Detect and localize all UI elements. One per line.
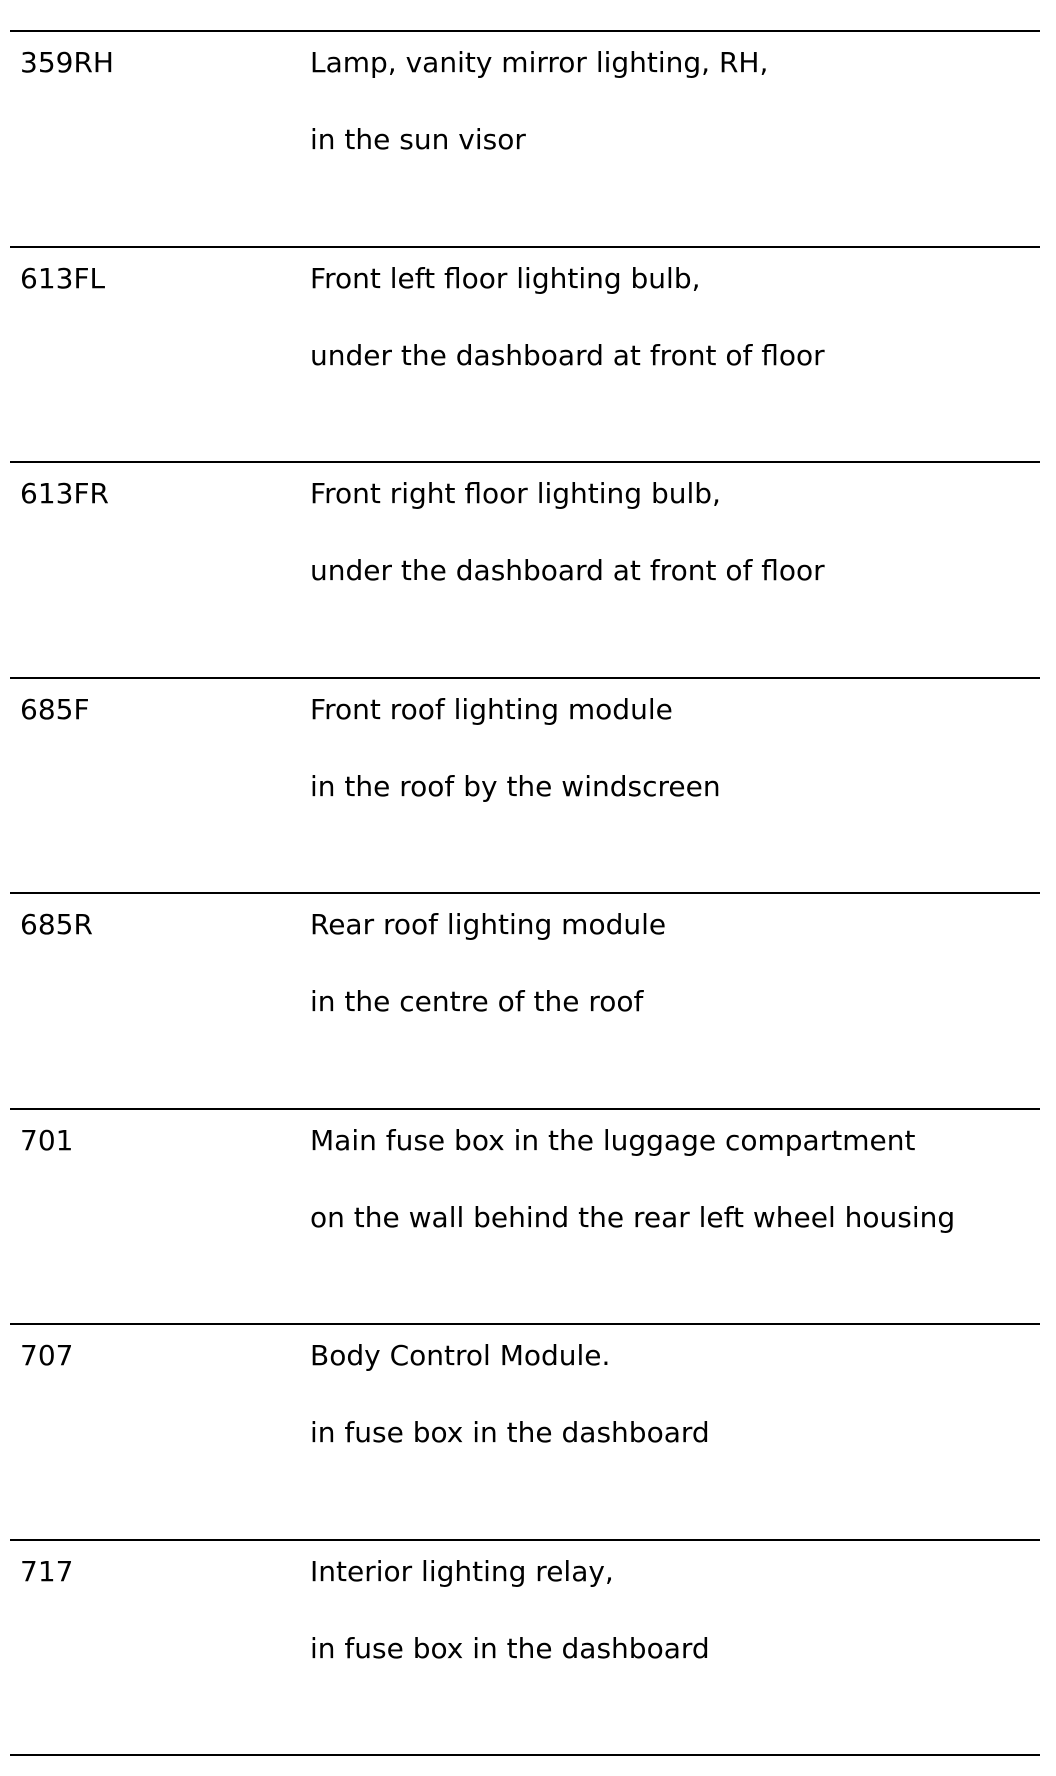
table-row: [10, 30, 1040, 246]
table-row: [10, 461, 1040, 677]
component-description: [310, 1124, 955, 1235]
table-row: [10, 1539, 1040, 1757]
component-code: 685F: [20, 692, 90, 726]
description-line-1: Main fuse box in the luggage compartment: [310, 1123, 916, 1157]
table-row: [10, 246, 1040, 462]
description-line-1: Interior lighting relay,: [310, 1554, 614, 1588]
description-line-1: Body Control Module.: [310, 1339, 611, 1372]
description-line-1: Front left floor lighting bulb,: [310, 261, 701, 295]
component-code: 359RH: [20, 46, 114, 79]
component-table: [10, 30, 1040, 1756]
component-code: 613FR: [20, 477, 110, 510]
table-row: [10, 1108, 1040, 1324]
description-line-2: in fuse box in the dashboard: [310, 1631, 710, 1665]
component-description: [310, 693, 721, 804]
description-line-1: Front roof lighting module: [310, 692, 673, 726]
component-code: 701: [20, 1123, 74, 1157]
description-line-1: Rear roof lighting module: [310, 908, 667, 941]
description-line-2: under the dashboard at front of floor: [310, 554, 825, 587]
component-code: 717: [20, 1554, 74, 1588]
description-line-2: in the sun visor: [310, 123, 526, 156]
description-line-2: in the centre of the roof: [310, 985, 644, 1018]
description-line-1: Front right floor lighting bulb,: [310, 477, 721, 510]
table-row: [10, 677, 1040, 893]
description-line-1: Lamp, vanity mirror lighting, RH,: [310, 46, 769, 79]
description-line-2: under the dashboard at front of floor: [310, 338, 825, 372]
table-row: [10, 1323, 1040, 1539]
table-row: [10, 892, 1040, 1108]
component-description: [310, 908, 666, 1019]
description-line-2: in fuse box in the dashboard: [310, 1416, 710, 1449]
component-description: [310, 262, 825, 373]
description-line-2: in the roof by the windscreen: [310, 769, 721, 803]
component-description: [310, 477, 825, 588]
component-code: 685R: [20, 908, 93, 941]
component-description: [310, 46, 768, 157]
component-description: [310, 1339, 710, 1450]
component-code: 707: [20, 1339, 74, 1372]
component-description: [310, 1555, 710, 1666]
component-code: 613FL: [20, 261, 106, 295]
description-line-2: on the wall behind the rear left wheel housing: [310, 1200, 956, 1234]
